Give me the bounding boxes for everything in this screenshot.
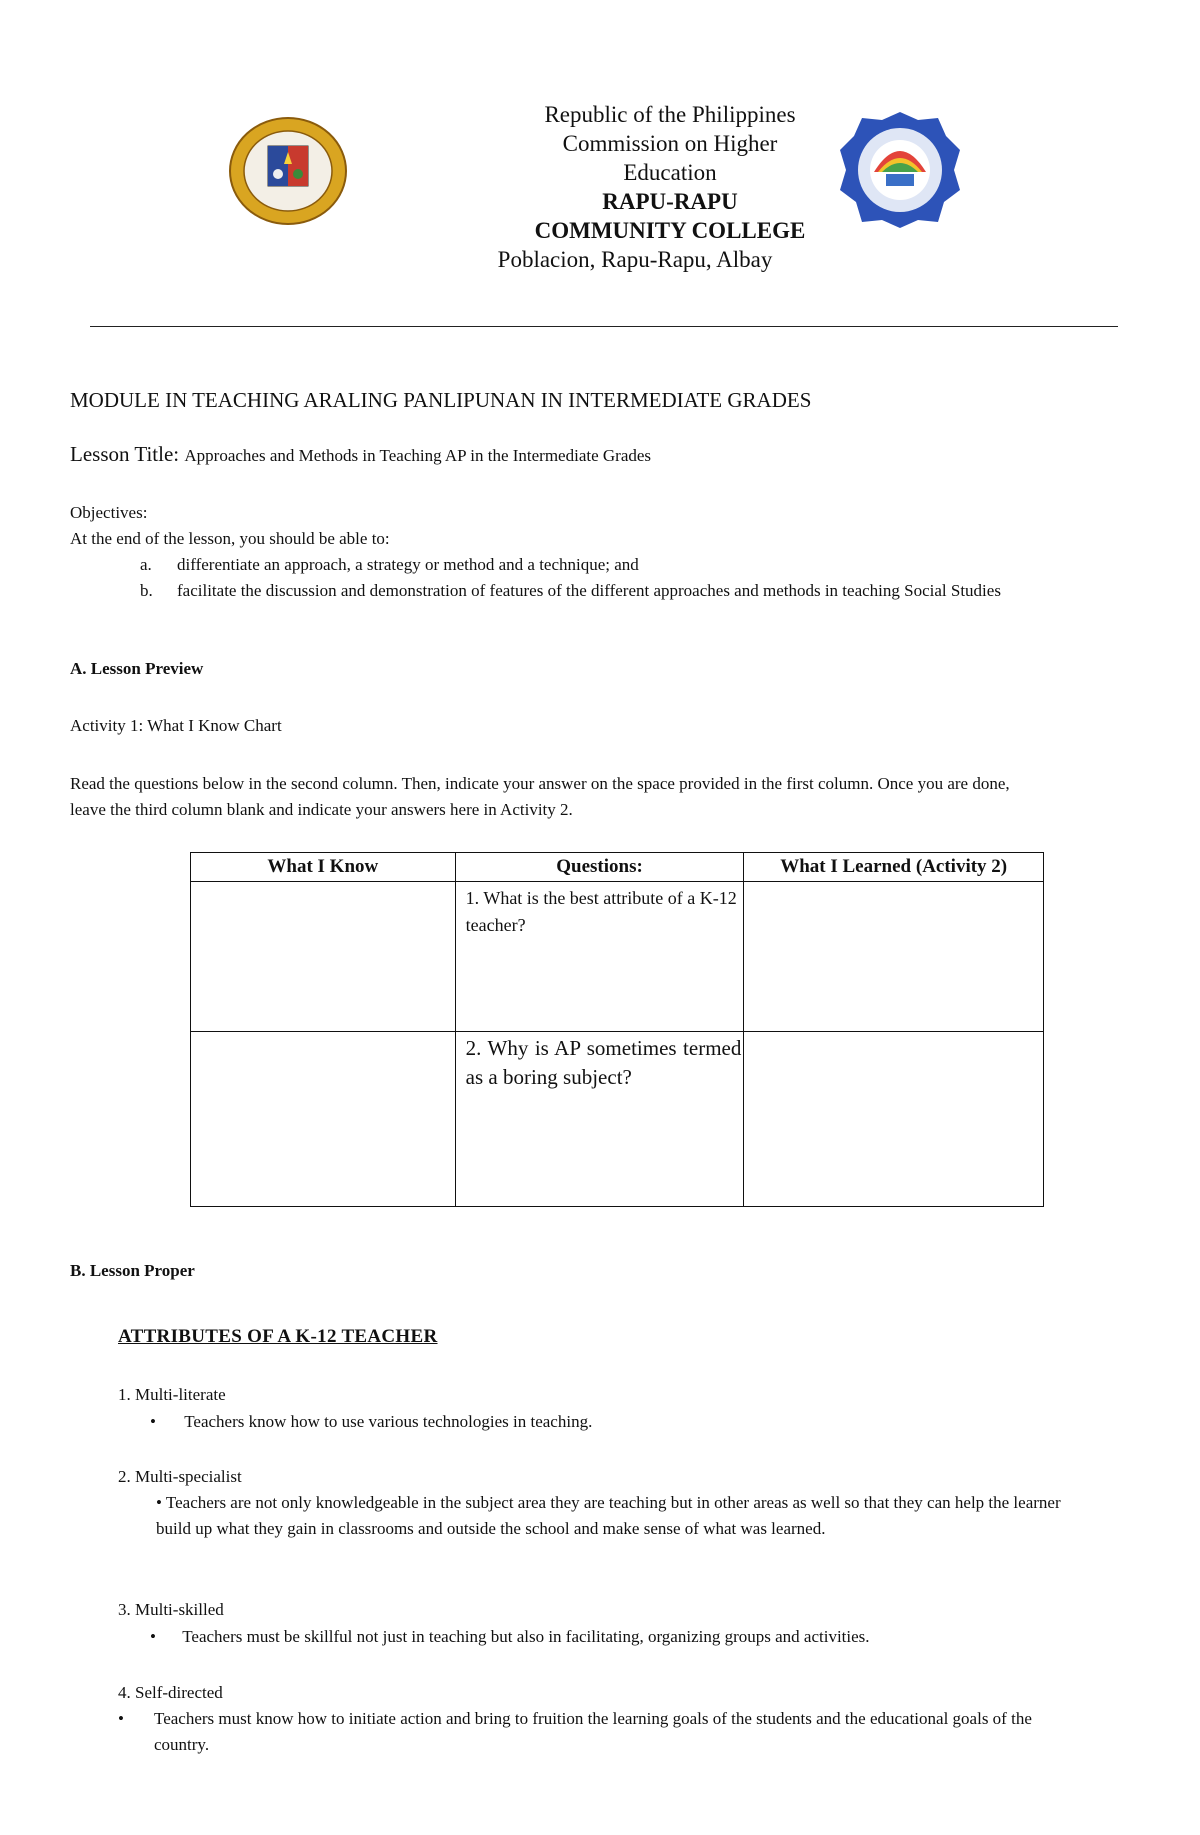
- lesson-title: [70, 442, 651, 467]
- attribute-desc-row: [156, 1490, 1076, 1542]
- attribute-desc: Teachers must be skillful not just in teaching but also in facilitating, organizing groups and activities.: [182, 1627, 870, 1646]
- bullet-icon: •: [156, 1493, 162, 1512]
- attribute-desc-row: [150, 1624, 870, 1650]
- question-cell-2: 2. Why is AP sometimes termed as a boring subject?: [455, 1032, 744, 1207]
- header-college-name-2: COMMUNITY COLLEGE: [534, 218, 806, 243]
- attribute-item: [118, 1464, 242, 1490]
- attribute-number: 1.: [118, 1385, 131, 1404]
- attribute-item: [118, 1680, 223, 1706]
- section-b-heading: B. Lesson Proper: [70, 1261, 195, 1280]
- objective-label: a.: [140, 555, 152, 574]
- objective-text: differentiate an approach, a strategy or method and a technique; and: [177, 555, 639, 574]
- header-address: Poblacion, Rapu-Rapu, Albay: [497, 247, 773, 272]
- bayan-ng-rapu-rapu-seal: [228, 116, 348, 226]
- header-divider: [90, 326, 1118, 327]
- chart-row-2: [191, 1032, 1044, 1207]
- learned-cell-2[interactable]: [744, 1032, 1044, 1207]
- section-a-heading: A. Lesson Preview: [70, 659, 204, 678]
- what-i-know-chart: [190, 852, 1044, 1207]
- bullet-icon: •: [150, 1412, 156, 1431]
- activity-instructions: Read the questions below in the second column. Then, indicate your answer on the space provided in the first column. Once you are done, leave the third column blank and indicate your answers here in Activity 2.: [70, 774, 1010, 819]
- attribute-desc: Teachers must know how to initiate action and bring to fruition the learning goals of the students and the educational goals of the country.: [154, 1709, 1032, 1754]
- objective-item: [140, 552, 1117, 578]
- chart-header-what-i-know: What I Know: [191, 853, 456, 882]
- header-education: Education: [623, 160, 717, 185]
- attribute-number: 3.: [118, 1600, 131, 1619]
- bullet-icon: •: [150, 1627, 156, 1646]
- attribute-desc: Teachers are not only knowledgeable in the subject area they are teaching but in other areas as well so that they can help the learner build up what they gain in classrooms and outside the school and make sense of what was learned.: [156, 1493, 1061, 1538]
- attribute-item: [118, 1382, 226, 1408]
- chart-header-questions: Questions:: [455, 853, 744, 882]
- attributes-title: ATTRIBUTES OF A K-12 TEACHER: [118, 1326, 438, 1347]
- objective-text: facilitate the discussion and demonstration of features of the different approaches and methods in teaching Social Studies: [177, 581, 1001, 600]
- attribute-desc-row: [118, 1706, 1078, 1758]
- header-college-name-1: RAPU-RAPU: [602, 189, 738, 214]
- objectives-intro: At the end of the lesson, you should be able to:: [70, 529, 390, 548]
- objective-item: [140, 578, 1117, 604]
- attribute-name: Multi-specialist: [135, 1467, 242, 1486]
- header-republic: Republic of the Philippines: [544, 102, 796, 127]
- answer-cell-1[interactable]: [191, 882, 456, 1032]
- attribute-name: Multi-skilled: [135, 1600, 224, 1619]
- attribute-name: Multi-literate: [135, 1385, 226, 1404]
- chart-header-what-i-learned: What I Learned (Activity 2): [744, 853, 1044, 882]
- bullet-icon: •: [118, 1709, 124, 1728]
- attribute-desc: Teachers know how to use various technologies in teaching.: [184, 1412, 593, 1431]
- chart-row-1: [191, 882, 1044, 1032]
- answer-cell-2[interactable]: [191, 1032, 456, 1207]
- header-commission: Commission on Higher: [562, 131, 778, 156]
- objectives-block: [70, 500, 390, 552]
- objective-label: b.: [140, 581, 153, 600]
- attribute-name: Self-directed: [135, 1683, 223, 1702]
- objectives-list: [140, 552, 1117, 604]
- objectives-heading: Objectives:: [70, 503, 148, 522]
- attribute-item: [118, 1597, 224, 1623]
- attribute-number: 2.: [118, 1467, 131, 1486]
- attribute-number: 4.: [118, 1683, 131, 1702]
- lesson-title-text: Approaches and Methods in Teaching AP in the Intermediate Grades: [184, 446, 652, 465]
- institution-header: [420, 100, 920, 274]
- learned-cell-1[interactable]: [744, 882, 1044, 1032]
- activity-1-title: Activity 1: What I Know Chart: [70, 716, 282, 735]
- question-cell-1: 1. What is the best attribute of a K-12 teacher?: [455, 882, 744, 1032]
- attribute-desc-row: [150, 1409, 592, 1435]
- chart-header-row: [191, 853, 1044, 882]
- lesson-title-label: Lesson Title:: [70, 442, 180, 466]
- module-title: MODULE IN TEACHING ARALING PANLIPUNAN IN INTERMEDIATE GRADES: [70, 388, 812, 412]
